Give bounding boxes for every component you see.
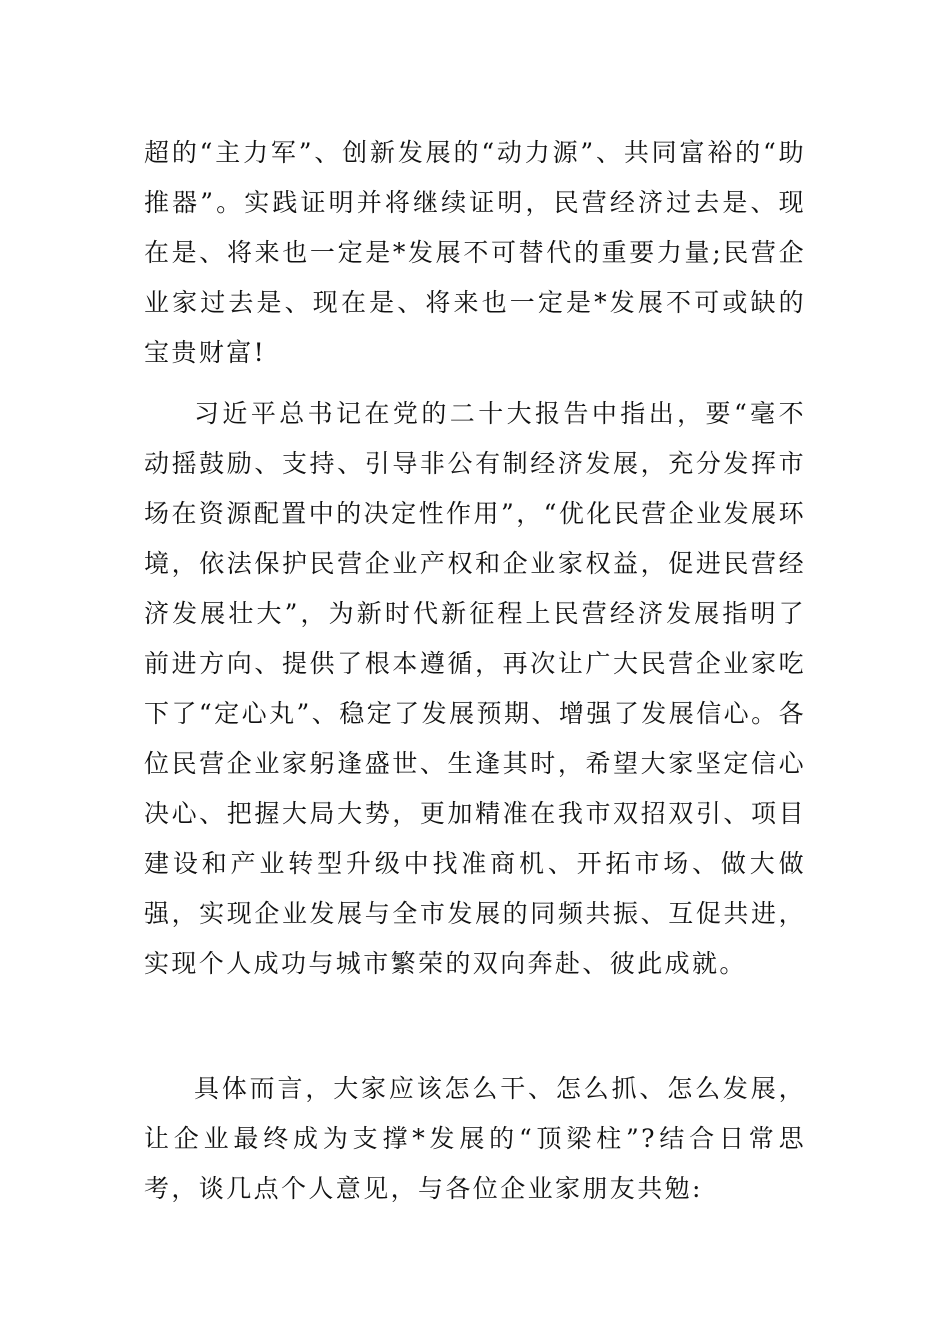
paragraph-1: 超的“主力军”、创新发展的“动力源”、共同富裕的“助推器”。实践证明并将继续证明，民营经济过去是、现在是、将来也一定是*发展不可替代的重要力量;民营企业家过去是、现在是、将来也一定是*发展不可或缺的宝贵财富!: [144, 138, 806, 367]
paragraph-3: 具体而言，大家应该怎么干、怎么抓、怎么发展，让企业最终成为支撑*发展的“顶梁柱”?结合日常思考，谈几点个人意见，与各位企业家朋友共勉:: [144, 1074, 806, 1203]
paragraph-2: 习近平总书记在党的二十大报告中指出，要“毫不动摇鼓励、支持、引导非公有制经济发展，充分发挥市场在资源配置中的决定性作用”，“优化民营企业发展环境，依法保护民营企业产权和企业家权益，促进民营经济发展壮大”，为新时代新征程上民营经济发展指明了前进方向、提供了根本遵循，再次让广大民营企业家吃下了“定心丸”、稳定了发展预期、增强了发展信心。各位民营企业家躬逢盛世、生逢其时，希望大家坚定信心决心、把握大局大势，更加精准在我市双招双引、项目建设和产业转型升级中找准商机、开拓市场、做大做强，实现企业发展与全市发展的同频共振、互促共进，实现个人成功与城市繁荣的双向奔赴、彼此成就。: [144, 399, 806, 978]
